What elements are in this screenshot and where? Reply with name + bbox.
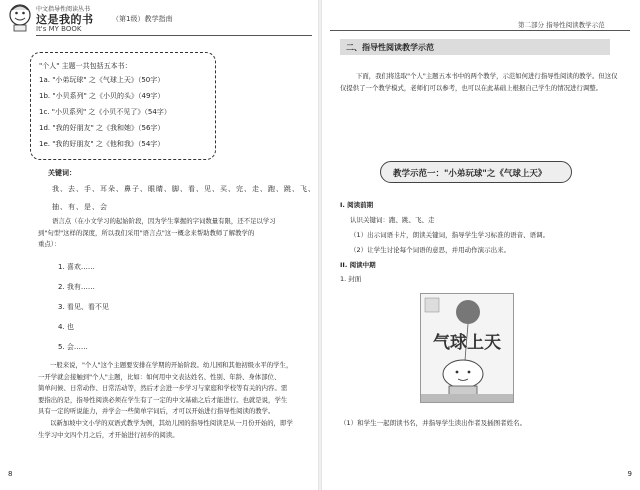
sentence-item: 4. 也 [58, 323, 74, 331]
page-number: 9 [627, 470, 632, 478]
paragraph-line: 要指出的是，指导性阅读必须在学生有了一定的中文基础之后才能进行。也就是说，学生 [38, 395, 288, 404]
book-list-item: 1c. "小贝系列" 之《小贝不见了》（54字） [39, 108, 171, 116]
left-page [0, 0, 318, 490]
sentence-item: 5. 会…… [58, 343, 88, 351]
intro-paragraph: 下面，我们将选取"个人"主题五本书中的两个教学，示范如何进行指导性阅读的教学。但这仅仅提供了一个教学模式，老师们可以参考，也可以在此基础上根据自己学生的情况进行调整。 [340, 72, 618, 92]
paragraph-line: 一般来说，"个人"这个主题要安排在学期的开始阶段。幼儿园和其他初级水平的学生， [50, 361, 293, 369]
book-cover-image [420, 293, 514, 403]
paragraph-line: 一开学就会接触到"个人"主题，比如：如何用中文表达姓名、性别、年龄、身体部位、 [38, 372, 281, 381]
paragraph-line: 简单问候、日常动作、日常活动等，然后才会进一步学习与家庭和学校等有关的内容。需 [38, 384, 288, 393]
step-text: 认识关键词：跑、跳、飞、走 [350, 216, 435, 224]
stage-heading: II. 阅读中期 [340, 261, 376, 269]
sentence-item: 2. 我有…… [58, 283, 95, 291]
right-page [322, 0, 640, 490]
example-banner [380, 161, 572, 183]
book-list-item: 1a. "小弟玩球" 之《气球上天》（50字） [39, 76, 165, 84]
paragraph-line: 具有一定的听说能力，并学会一些简单字词后，才可以开始进行指导性阅读的教学。 [38, 407, 275, 416]
brand-title: 这是我的书 [36, 13, 94, 26]
sentence-item: 3. 看见、看不见 [58, 303, 109, 311]
paragraph-line: 到"句型"这样的深度，所以我们采用"语言点"这一概念来帮助教师了解教学的 [38, 228, 255, 237]
cover-title: 气球上天 [433, 333, 501, 353]
brand-english: It's MY BOOK [36, 25, 82, 33]
keywords-title: 关键词： [48, 169, 76, 177]
paragraph-line: 以新加坡中文小学的双语式教学为例，其幼儿园的指导性阅读是从一月份开始的，即学 [50, 418, 293, 427]
series-title: 中文指导性阅读丛书 [36, 6, 91, 13]
section-title: 二、指导性阅读教学示范 [346, 43, 434, 52]
header-rule [330, 30, 630, 31]
guide-subtitle: （第1级）教学指南 [112, 15, 173, 23]
keywords-line: 抽、有、是、会 [52, 203, 108, 211]
body-paragraph [38, 360, 314, 441]
step-text: （1）出示词语卡片，朗读关键词，指导学生学习标准的语音、语调。 [350, 231, 550, 239]
paragraph-line: 生学习中文四个月之后，才开始进行初步的阅读。 [38, 430, 179, 439]
book-list-item: 1d. "我的好朋友" 之《我和她》（56字） [39, 124, 165, 132]
kids-logo-icon [6, 2, 34, 32]
part-header: 第二部分 指导性阅读教学示范 [518, 21, 605, 29]
step-text: （2）让学生讨论每个词语的意思，并用动作演示出来。 [350, 246, 511, 254]
book-list-item: 1b. "小贝系列" 之《小贝的头》（49字） [39, 92, 165, 100]
book-list-title: "个人" 主题一共包括五本书： [39, 62, 132, 70]
language-point-paragraph [38, 216, 314, 251]
example-banner-text: 教学示范一："小弟玩球"之《气球上天》 [393, 169, 547, 179]
sentence-item: 1. 喜欢…… [58, 263, 95, 271]
header-rule [36, 35, 312, 36]
book-list-item: 1e. "我的好朋友" 之《他和我》（54字） [39, 140, 165, 148]
section-heading [340, 39, 610, 55]
paragraph-line: 语言点（在小文学习的起始阶段，因为学生掌握的字词数量有限，还不足以学习 [52, 217, 276, 225]
cover-caption: （1）和学生一起朗读书名，并指导学生读出作者及插图者姓名。 [340, 419, 527, 427]
book-list-box [30, 52, 216, 160]
page-number: 8 [8, 470, 13, 478]
step-text: 1. 封面 [340, 275, 362, 283]
stage-heading: I. 阅读前期 [340, 201, 374, 209]
keywords-line: 我、去、手、耳朵、鼻子、眼睛、脚、看、见、买、完、走、跑、跳、飞、 [52, 185, 316, 193]
paragraph-line: 重点）： [38, 240, 61, 249]
